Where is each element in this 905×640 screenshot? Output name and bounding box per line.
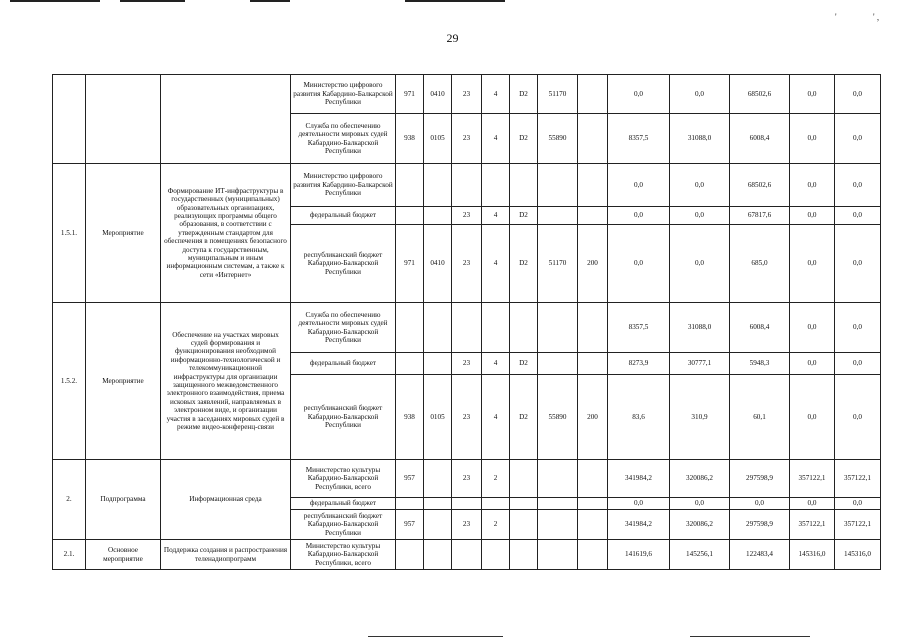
source-cell: Служба по обеспечению деятельности мировых судей Кабардино-Балкарской Республики	[291, 114, 396, 164]
rzpr-cell	[424, 510, 452, 540]
rzpr-cell	[424, 353, 452, 375]
subprogram-cell	[482, 540, 510, 570]
table-row	[53, 164, 881, 207]
item-name-cell: Информационная среда	[161, 460, 291, 540]
program-code-cell: 23	[452, 353, 482, 375]
gr-cell	[396, 353, 424, 375]
event-code-cell	[510, 303, 538, 353]
rzpr-cell	[424, 498, 452, 510]
item-number-cell: 1.5.2.	[53, 303, 86, 460]
amount-cell: 145316,0	[790, 540, 835, 570]
amount-cell: 68502,6	[730, 75, 790, 114]
subprogram-cell: 2	[482, 510, 510, 540]
program-code-cell	[452, 540, 482, 570]
table-row	[53, 303, 881, 353]
source-cell: федеральный бюджет	[291, 353, 396, 375]
amount-cell: 0,0	[835, 114, 881, 164]
bottom-rule	[690, 636, 810, 637]
subprogram-cell	[482, 498, 510, 510]
subprogram-cell	[482, 164, 510, 207]
gr-cell	[396, 498, 424, 510]
item-number-cell: 1.5.1.	[53, 164, 86, 303]
amount-cell: 0,0	[790, 114, 835, 164]
source-cell: федеральный бюджет	[291, 207, 396, 225]
program-code-cell	[452, 498, 482, 510]
item-name-cell: Поддержка создания и распространения теленадиопрограмм	[161, 540, 291, 570]
amount-cell: 0,0	[608, 498, 670, 510]
event-code-cell	[510, 540, 538, 570]
source-cell: республиканский бюджет Кабардино-Балкарской Республики	[291, 510, 396, 540]
amount-cell: 0,0	[835, 498, 881, 510]
top-rule	[10, 0, 100, 2]
program-code-cell: 23	[452, 225, 482, 303]
table-row	[53, 460, 881, 498]
rzpr-cell: 0105	[424, 114, 452, 164]
amount-cell: 0,0	[835, 75, 881, 114]
amount-cell: 341984,2	[608, 510, 670, 540]
amount-cell: 0,0	[670, 225, 730, 303]
amount-cell: 0,0	[835, 225, 881, 303]
direction-cell	[538, 540, 578, 570]
gr-cell	[396, 540, 424, 570]
event-code-cell: D2	[510, 114, 538, 164]
top-rule	[120, 0, 185, 2]
vr-cell	[578, 498, 608, 510]
amount-cell: 0,0	[835, 375, 881, 460]
source-cell: Министерство культуры Кабардино-Балкарской Республики, всего	[291, 540, 396, 570]
amount-cell: 320086,2	[670, 510, 730, 540]
gr-cell: 938	[396, 114, 424, 164]
amount-cell: 0,0	[670, 75, 730, 114]
amount-cell: 0,0	[790, 207, 835, 225]
item-type-cell: Основное мероприятие	[86, 540, 161, 570]
gr-cell	[396, 303, 424, 353]
subprogram-cell: 4	[482, 207, 510, 225]
gr-cell	[396, 164, 424, 207]
bottom-rule	[368, 636, 503, 637]
gr-cell	[396, 207, 424, 225]
amount-cell: 5948,3	[730, 353, 790, 375]
budget-table	[52, 74, 881, 570]
amount-cell: 8357,5	[608, 303, 670, 353]
program-code-cell: 23	[452, 114, 482, 164]
direction-cell	[538, 207, 578, 225]
amount-cell: 6008,4	[730, 114, 790, 164]
direction-cell	[538, 498, 578, 510]
direction-cell	[538, 164, 578, 207]
event-code-cell: D2	[510, 353, 538, 375]
amount-cell: 0,0	[608, 164, 670, 207]
amount-cell: 0,0	[835, 303, 881, 353]
event-code-cell	[510, 510, 538, 540]
top-rule	[250, 0, 290, 2]
item-number-cell	[53, 75, 86, 164]
amount-cell: 31088,0	[670, 303, 730, 353]
gr-cell: 957	[396, 460, 424, 498]
item-name-cell: Формирование ИТ-инфраструктуры в государственных (муниципальных) образовательных организациях, реализующих программы общего образования, в соответствии с утвержденным стандартом для обеспечения в помещениях безопасного доступа к государственным, муниципальным и иным информационным системам, а также к сети «Интернет»	[161, 164, 291, 303]
gr-cell: 971	[396, 75, 424, 114]
program-code-cell	[452, 303, 482, 353]
amount-cell: 6008,4	[730, 303, 790, 353]
amount-cell: 0,0	[670, 164, 730, 207]
amount-cell: 357122,1	[835, 460, 881, 498]
gr-cell: 957	[396, 510, 424, 540]
source-cell: Министерство культуры Кабардино-Балкарской Республики, всего	[291, 460, 396, 498]
amount-cell: 0,0	[790, 164, 835, 207]
amount-cell: 31088,0	[670, 114, 730, 164]
amount-cell: 0,0	[790, 303, 835, 353]
item-number-cell: 2.1.	[53, 540, 86, 570]
amount-cell: 297598,9	[730, 460, 790, 498]
program-code-cell	[452, 164, 482, 207]
vr-cell	[578, 114, 608, 164]
page-number: 29	[446, 31, 459, 45]
subprogram-cell	[482, 303, 510, 353]
rzpr-cell	[424, 207, 452, 225]
item-type-cell: Мероприятие	[86, 164, 161, 303]
direction-cell	[538, 353, 578, 375]
program-code-cell: 23	[452, 75, 482, 114]
event-code-cell	[510, 498, 538, 510]
amount-cell: 0,0	[670, 498, 730, 510]
item-type-cell: Подпрограмма	[86, 460, 161, 540]
source-cell: Министерство цифрового развития Кабардино-Балкарской Республики	[291, 164, 396, 207]
rzpr-cell	[424, 164, 452, 207]
amount-cell: 0,0	[790, 375, 835, 460]
amount-cell: 320086,2	[670, 460, 730, 498]
gr-cell: 971	[396, 225, 424, 303]
vr-cell	[578, 510, 608, 540]
item-name-cell: Обеспечение на участках мировых судей формирования и функционирования необходимой информационно-технологической и телекоммуникационной инфраструктуры для организации защищенного межведомственного электронного взаимодействия, приема исковых заявлений, направляемых в электронном виде, и организации участия в заседаниях мировых судей в режиме видео-конференц-связи	[161, 303, 291, 460]
gr-cell: 938	[396, 375, 424, 460]
vr-cell	[578, 75, 608, 114]
amount-cell: 68502,6	[730, 164, 790, 207]
rzpr-cell: 0410	[424, 75, 452, 114]
vr-cell	[578, 164, 608, 207]
rzpr-cell: 0410	[424, 225, 452, 303]
event-code-cell: D2	[510, 75, 538, 114]
vr-cell	[578, 303, 608, 353]
top-rule	[405, 0, 505, 2]
event-code-cell: D2	[510, 375, 538, 460]
direction-cell	[538, 303, 578, 353]
amount-cell: 30777,1	[670, 353, 730, 375]
program-code-cell: 23	[452, 510, 482, 540]
amount-cell: 0,0	[608, 75, 670, 114]
source-cell: Служба по обеспечению деятельности мировых судей Кабардино-Балкарской Республики	[291, 303, 396, 353]
amount-cell: 8273,9	[608, 353, 670, 375]
amount-cell: 297598,9	[730, 510, 790, 540]
scan-mark: '	[835, 12, 837, 22]
amount-cell: 0,0	[608, 225, 670, 303]
table-row	[53, 540, 881, 570]
amount-cell: 0,0	[790, 225, 835, 303]
amount-cell: 145316,0	[835, 540, 881, 570]
vr-cell: 200	[578, 225, 608, 303]
amount-cell: 145256,1	[670, 540, 730, 570]
vr-cell	[578, 353, 608, 375]
amount-cell: 0,0	[730, 498, 790, 510]
subprogram-cell: 2	[482, 460, 510, 498]
vr-cell: 200	[578, 375, 608, 460]
amount-cell: 83,6	[608, 375, 670, 460]
amount-cell: 122483,4	[730, 540, 790, 570]
amount-cell: 0,0	[835, 353, 881, 375]
amount-cell: 685,0	[730, 225, 790, 303]
rzpr-cell	[424, 303, 452, 353]
program-code-cell: 23	[452, 460, 482, 498]
subprogram-cell: 4	[482, 353, 510, 375]
amount-cell: 0,0	[790, 353, 835, 375]
amount-cell: 0,0	[835, 207, 881, 225]
amount-cell: 60,1	[730, 375, 790, 460]
subprogram-cell: 4	[482, 114, 510, 164]
amount-cell: 357122,1	[790, 460, 835, 498]
direction-cell: 55890	[538, 375, 578, 460]
event-code-cell: D2	[510, 207, 538, 225]
event-code-cell	[510, 460, 538, 498]
event-code-cell	[510, 164, 538, 207]
amount-cell: 141619,6	[608, 540, 670, 570]
source-cell: республиканский бюджет Кабардино-Балкарской Республики	[291, 225, 396, 303]
amount-cell: 67817,6	[730, 207, 790, 225]
direction-cell	[538, 460, 578, 498]
subprogram-cell: 4	[482, 225, 510, 303]
event-code-cell: D2	[510, 225, 538, 303]
item-type-cell: Мероприятие	[86, 303, 161, 460]
direction-cell: 51170	[538, 225, 578, 303]
table-row	[53, 75, 881, 114]
rzpr-cell	[424, 460, 452, 498]
item-number-cell: 2.	[53, 460, 86, 540]
amount-cell: 357122,1	[835, 510, 881, 540]
source-cell: Министерство цифрового развития Кабардино-Балкарской Республики	[291, 75, 396, 114]
item-name-cell	[161, 75, 291, 164]
vr-cell	[578, 460, 608, 498]
amount-cell: 310,9	[670, 375, 730, 460]
rzpr-cell: 0105	[424, 375, 452, 460]
program-code-cell: 23	[452, 375, 482, 460]
rzpr-cell	[424, 540, 452, 570]
amount-cell: 357122,1	[790, 510, 835, 540]
source-cell: республиканский бюджет Кабардино-Балкарской Республики	[291, 375, 396, 460]
vr-cell	[578, 540, 608, 570]
source-cell: федеральный бюджет	[291, 498, 396, 510]
subprogram-cell: 4	[482, 375, 510, 460]
amount-cell: 0,0	[790, 498, 835, 510]
direction-cell	[538, 510, 578, 540]
amount-cell: 0,0	[670, 207, 730, 225]
item-type-cell	[86, 75, 161, 164]
scan-mark: ' ,	[873, 12, 880, 22]
amount-cell: 341984,2	[608, 460, 670, 498]
amount-cell: 0,0	[608, 207, 670, 225]
direction-cell: 55890	[538, 114, 578, 164]
vr-cell	[578, 207, 608, 225]
subprogram-cell: 4	[482, 75, 510, 114]
amount-cell: 0,0	[835, 164, 881, 207]
direction-cell: 51170	[538, 75, 578, 114]
amount-cell: 8357,5	[608, 114, 670, 164]
program-code-cell: 23	[452, 207, 482, 225]
amount-cell: 0,0	[790, 75, 835, 114]
